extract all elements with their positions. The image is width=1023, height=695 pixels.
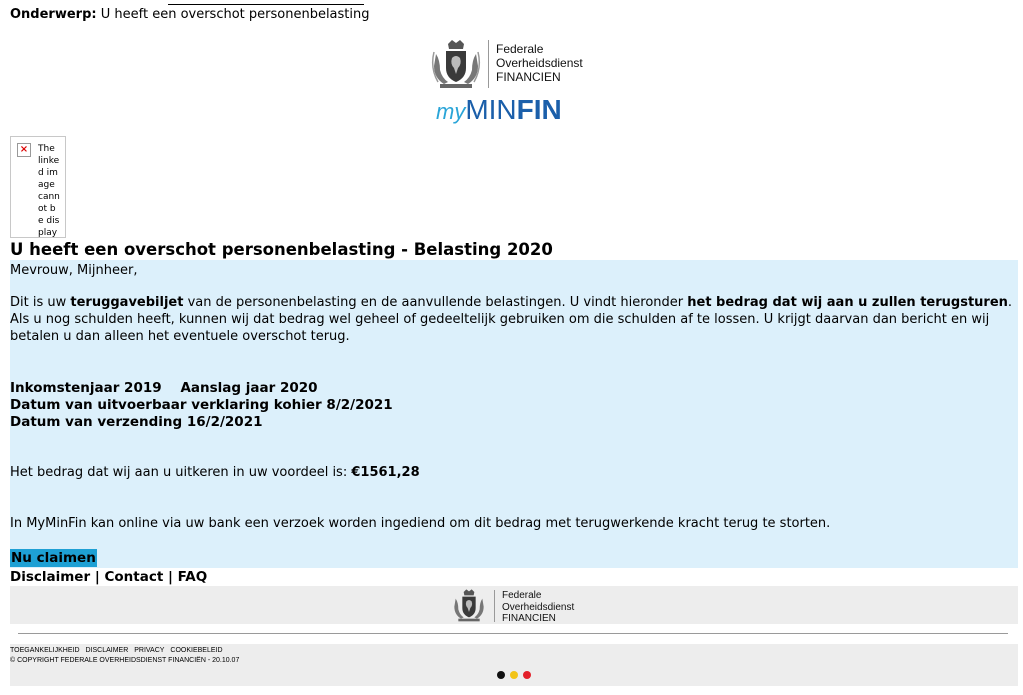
broken-image-alt: The linked image cannot be display (38, 144, 60, 238)
legal-link-cookies[interactable]: COOKIEBELEID (170, 647, 223, 654)
footer-logo-line1: Federale (502, 590, 542, 601)
amount-value: €1561,28 (351, 465, 420, 480)
subject-text: U heeft een overschot personenbelasting (100, 7, 370, 22)
flag-dot-yellow (510, 671, 518, 679)
intro-text-3: . Als u nog schulden heeft, kunnen wij dat bedrag wel geheel of gedeeltelijk gebruiken om die schulden af te lossen. U krijgt daarvan dan bericht en wij betalen u dan alleen het eventuele overschot terug. (10, 295, 1013, 344)
top-divider (168, 4, 364, 5)
email-subject (10, 7, 370, 22)
separator: | (90, 569, 105, 585)
assessment-year: Aanslag jaar 2020 (180, 380, 318, 396)
contact-link[interactable]: Contact (104, 569, 164, 585)
logo-divider (494, 590, 495, 622)
executable-date: Datum van uitvoerbaar verklaring kohier 8/2/2021 (10, 397, 393, 413)
intro-text-2: van de personenbelasting en de aanvullende belastingen. U vindt hieronder (183, 295, 688, 310)
myminfin-my: my (436, 99, 466, 124)
logo-text (496, 42, 583, 84)
page-title: U heeft een overschot personenbelasting - Belasting 2020 (10, 240, 553, 259)
logo-line2: Overheidsdienst (496, 56, 583, 70)
myminfin-min: MIN (465, 94, 517, 125)
fod-logo (430, 36, 600, 92)
footer-logo (450, 588, 590, 624)
income-year: Inkomstenjaar 2019 (10, 380, 162, 396)
faq-link[interactable]: FAQ (177, 569, 208, 585)
footer-links (10, 569, 207, 586)
intro-text-1: Dit is uw (10, 295, 71, 310)
subject-label: Onderwerp: (10, 7, 97, 22)
copyright: © COPYRIGHT FEDERALE OVERHEIDSDIENST FINANCIËN - 20.10.07 (10, 657, 240, 664)
myminfin-fin: FIN (516, 94, 562, 125)
footer-logo-line2: Overheidsdienst (502, 601, 575, 613)
flag-dots (497, 671, 537, 681)
separator: | (163, 569, 178, 585)
footer-logo-line3: FINANCIEN (502, 613, 556, 624)
flag-dot-red (523, 671, 531, 679)
broken-image (10, 136, 66, 238)
logo-line3: FINANCIEN (496, 70, 561, 84)
greeting: Mevrouw, Mijnheer, (10, 263, 138, 278)
income-year-line (10, 380, 318, 397)
intro-paragraph (10, 294, 1016, 345)
belgian-coat-of-arms-icon (450, 588, 488, 624)
legal-link-privacy[interactable]: PRIVACY (134, 647, 165, 654)
online-text: In MyMinFin kan online via uw bank een verzoek worden ingediend om dit bedrag met terugwerkende kracht terug te storten. (10, 516, 831, 531)
myminfin-logo (436, 94, 606, 128)
claim-button[interactable]: Nu claimen (11, 550, 96, 566)
footer-logo-text (502, 590, 574, 625)
amount-line (10, 464, 420, 481)
belgian-coat-of-arms-icon (430, 38, 482, 92)
legal-link-disclaimer[interactable]: DISCLAIMER (85, 647, 129, 654)
flag-dot-black (497, 671, 505, 679)
legal-links (10, 646, 227, 655)
broken-image-icon: × (17, 143, 31, 157)
amount-text: Het bedrag dat wij aan u uitkeren in uw voordeel is: (10, 465, 352, 480)
intro-bold-1: teruggavebiljet (70, 295, 184, 310)
legal-link-accessibility[interactable]: TOEGANKELIJKHEID (10, 647, 80, 654)
disclaimer-link[interactable]: Disclaimer (10, 569, 91, 585)
footer-divider (18, 633, 1008, 634)
logo-line1: Federale (496, 42, 544, 56)
logo-divider (488, 40, 489, 88)
sent-date: Datum van verzending 16/2/2021 (10, 414, 263, 430)
intro-bold-2: het bedrag dat wij aan u zullen terugsturen (687, 295, 1008, 310)
